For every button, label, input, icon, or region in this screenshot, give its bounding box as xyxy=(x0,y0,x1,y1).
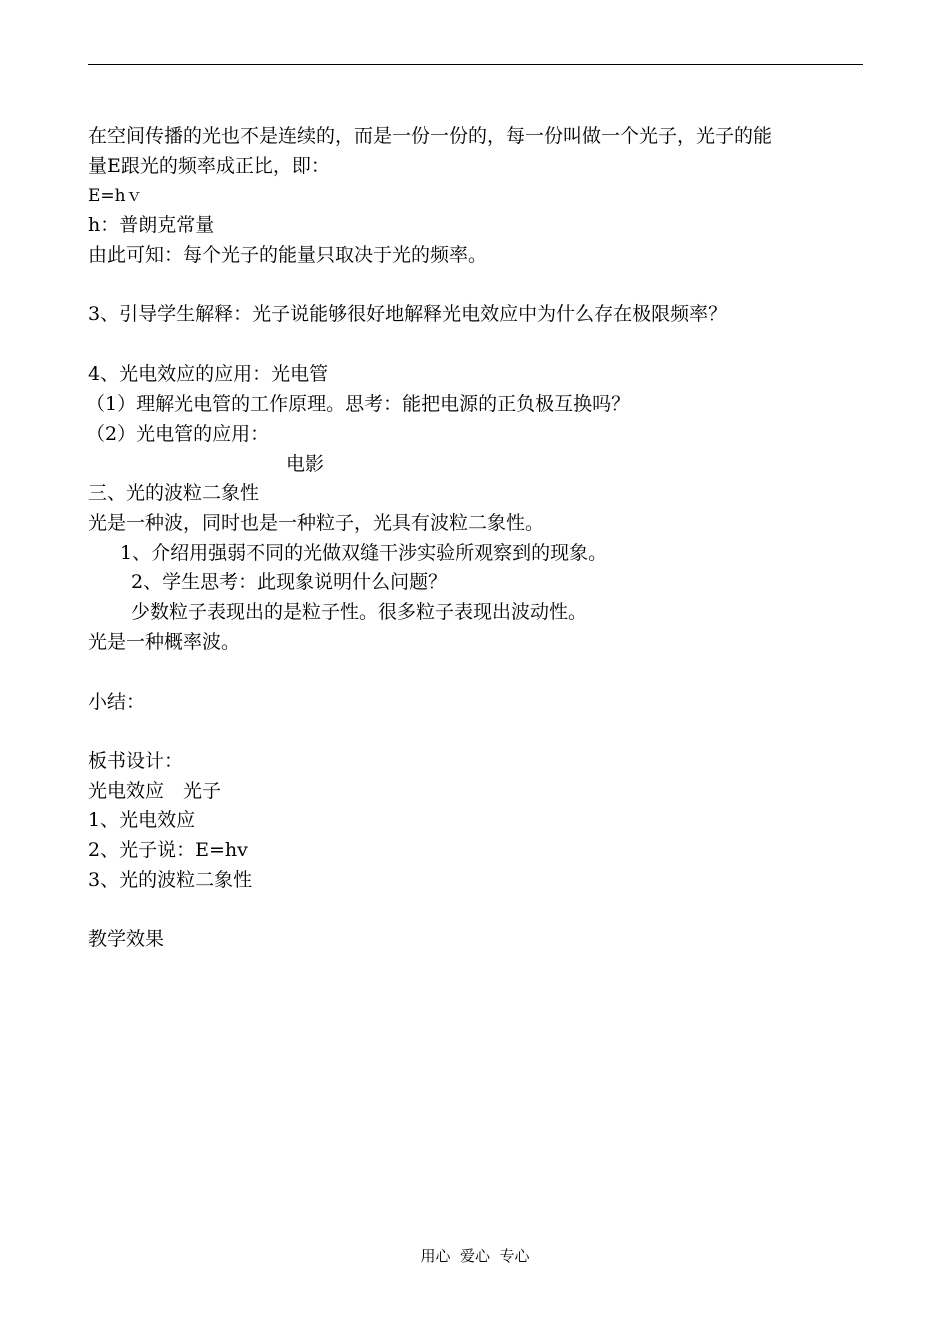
section-3-step-1: 1、介绍用强弱不同的光做双缝干涉实验所观察到的现象。 xyxy=(120,542,608,564)
board-item-3: 3、光的波粒二象性 xyxy=(88,869,253,891)
planck-constant-note: h：普朗克常量 xyxy=(88,214,215,236)
board-design-label: 板书设计： xyxy=(88,750,184,772)
item-4-sub-1: （1）理解光电管的工作原理。思考：能把电源的正负极互换吗？ xyxy=(86,393,631,415)
item-4-sub-2: （2）光电管的应用： xyxy=(86,423,270,445)
paragraph-line: 量E跟光的频率成正比，即： xyxy=(88,155,330,177)
header-rule xyxy=(88,64,863,65)
board-title: 光电效应 光子 xyxy=(88,780,222,802)
teaching-effect-label: 教学效果 xyxy=(88,928,165,950)
item-3: 3、引导学生解释：光子说能够很好地解释光电效应中为什么存在极限频率？ xyxy=(88,303,728,325)
board-item-2: 2、光子说：E=hv xyxy=(88,839,248,861)
section-3-title: 三、光的波粒二象性 xyxy=(88,482,260,504)
section-3-step-2: 2、学生思考：此现象说明什么问题？ xyxy=(131,571,448,593)
paragraph-line: 在空间传播的光也不是连续的，而是一份一份的，每一份叫做一个光子，光子的能 xyxy=(88,125,773,147)
formula: E=hｖ xyxy=(88,186,143,206)
board-item-1: 1、光电效应 xyxy=(88,809,196,831)
page-footer: 用心 爱心 专心 xyxy=(420,1247,530,1265)
item-4-sub-2-example: 电影 xyxy=(286,453,325,475)
conclusion-text: 由此可知：每个光子的能量只取决于光的频率。 xyxy=(88,244,488,266)
section-3-answer: 少数粒子表现出的是粒子性。很多粒子表现出波动性。 xyxy=(131,601,588,623)
item-4-heading: 4、光电效应的应用：光电管 xyxy=(88,363,329,385)
section-3-conclusion: 光是一种概率波。 xyxy=(88,631,241,653)
section-3-intro: 光是一种波，同时也是一种粒子，光具有波粒二象性。 xyxy=(88,512,545,534)
summary-label: 小结： xyxy=(88,691,146,713)
